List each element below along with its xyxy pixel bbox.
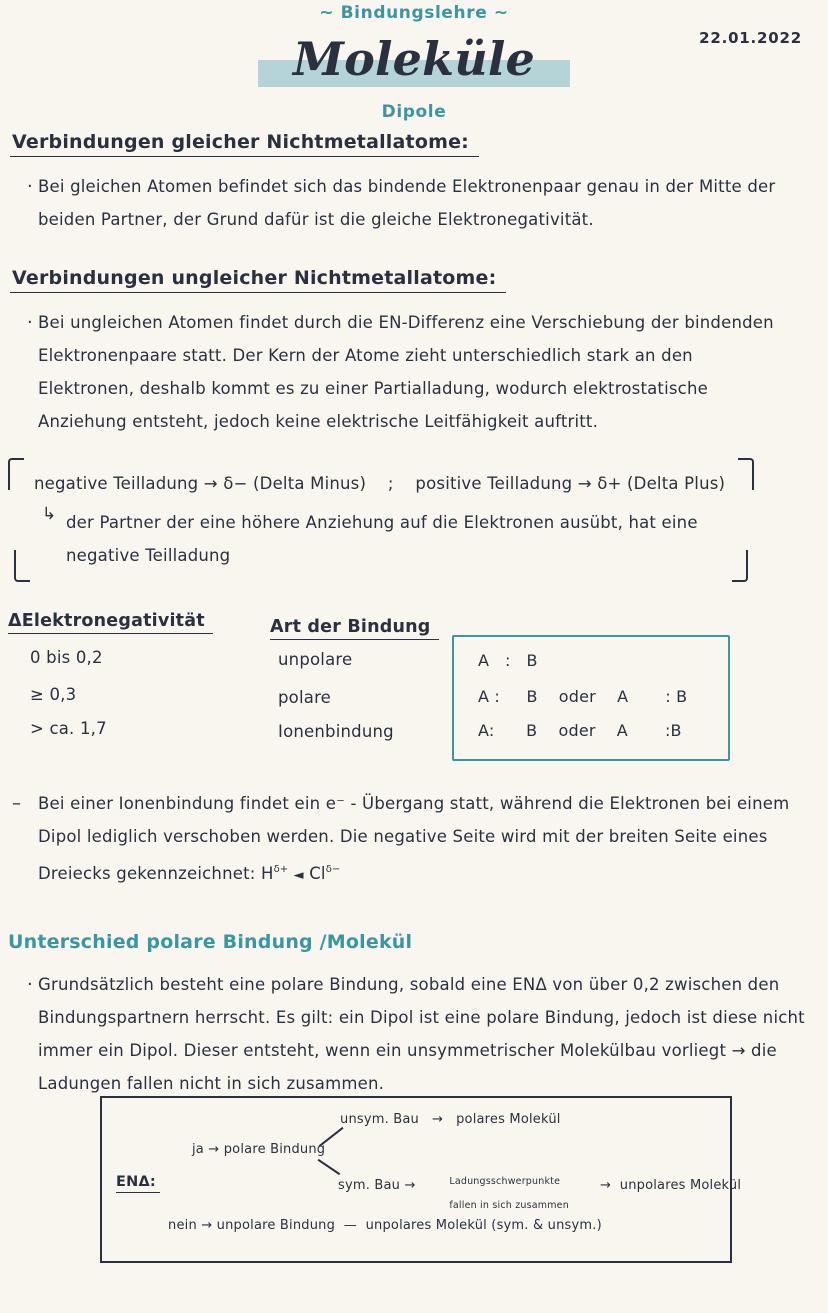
flow-sym-note	[430, 1164, 569, 1224]
flow-sym-note-line2: fallen in sich zusammen	[449, 1200, 569, 1211]
bracket-corner-top-right	[738, 458, 754, 490]
flow-label-en-delta: ENΔ:	[116, 1174, 160, 1193]
section-heading-equal-atoms: Verbindungen gleicher Nichtmetallatome:	[10, 131, 479, 157]
paragraph-unequal-atoms: Bei ungleichen Atomen findet durch die EN-Differenz eine Verschiebung der bindenden Elektronenpaare statt. Der Kern der Atome zieht unterschiedlich stark an den Elektronen, deshalb kommt es zu einer Partialladung, wodurch elektrostatische Anziehung entsteht, jedoch keine elektrische Leitfähigkeit auftritt.	[38, 313, 774, 431]
electron-pair-row-ionic: A: B oder A :B	[478, 721, 682, 740]
title-block	[0, 30, 828, 102]
electron-pair-row-polar: A : B oder A : B	[478, 687, 688, 706]
course-note: ~ Bindungslehre ~	[319, 3, 509, 23]
bracket-corner-top-left	[8, 458, 24, 490]
table-cell-en-range: ≥ 0,3	[30, 685, 77, 704]
formula-cl: Cl	[309, 864, 326, 883]
flow-sym-result: → unpolares Molekül	[600, 1178, 742, 1193]
formula-h: H	[260, 864, 274, 883]
table-cell-bond-type: Ionenbindung	[278, 722, 394, 741]
bracket-corner-bottom-left	[14, 550, 30, 582]
table-cell-en-range: 0 bis 0,2	[30, 648, 103, 667]
ionic-note-text: Bei einer Ionenbindung findet ein e⁻ - Übergang statt, während die Elektronen bei einem Dipol lediglich verschoben werden. Die negative Seite wird mit der breiten Seite eines Dreiecks gekennzeichnet:	[38, 794, 790, 883]
flow-sym-note-line1: Ladungsschwerpunkte	[449, 1176, 561, 1187]
table-header-bond-type: Art der Bindung	[270, 617, 439, 640]
table-header-electronegativity: ΔElektronegativität	[8, 611, 213, 634]
bullet-dot: ·	[27, 312, 33, 333]
table-cell-bond-type: polare	[278, 688, 332, 707]
flow-ja-branch: ja → polare Bindung	[192, 1142, 326, 1157]
table-cell-en-range: > ca. 1,7	[30, 719, 107, 738]
dash-bullet: –	[12, 793, 22, 814]
bullet-dot: ·	[27, 974, 33, 995]
page-title: Moleküle	[293, 32, 535, 86]
flow-sym-branch: sym. Bau →	[338, 1178, 416, 1193]
partial-charge-note	[8, 458, 754, 582]
dipole-triangle-icon: ◄	[293, 868, 304, 883]
dipole-formula	[261, 864, 340, 883]
formula-delta-minus: δ−	[325, 864, 341, 875]
electron-pair-row-unpolar: A : B	[478, 651, 538, 670]
paragraph-ionic-vs-dipole	[38, 787, 796, 892]
paragraph-difference: Grundsätzlich besteht eine polare Bindung, sobald eine ENΔ von über 0,2 zwischen den Bindungspartnern herrscht. Es gilt: ein Dipol ist eine polare Bindung, jedoch ist diese nicht immer ein Dipol. Dieser entsteht, wenn ein unsymmetrischer Molekülbau vorliegt → die Ladungen fallen nicht in sich zusammen.	[38, 975, 805, 1093]
date: 22.01.2022	[699, 29, 802, 47]
en-delta-flowchart	[100, 1096, 742, 1263]
bullet-dot: ·	[27, 176, 33, 197]
paragraph-equal-atoms: Bei gleichen Atomen befindet sich das bindende Elektronenpaar genau in der Mitte der beiden Partner, der Grund dafür ist die gleiche Elektronegativität.	[38, 177, 776, 229]
electron-pair-diagram-box	[452, 635, 730, 761]
flow-nein-branch: nein → unpolare Bindung — unpolares Molekül (sym. & unsym.)	[168, 1218, 602, 1233]
table-cell-bond-type: unpolare	[278, 650, 353, 669]
section-heading-unequal-atoms: Verbindungen ungleicher Nichtmetallatome:	[10, 267, 506, 293]
charge-explanation: der Partner der eine höhere Anziehung auf die Elektronen ausübt, hat eine negative Teilladung	[66, 513, 698, 565]
flow-unsym-branch: unsym. Bau → polares Molekül	[340, 1112, 561, 1127]
charge-definitions: negative Teilladung → δ− (Delta Minus) ; positive Teilladung → δ+ (Delta Plus)	[34, 474, 726, 493]
bracket-corner-bottom-right	[732, 550, 748, 582]
formula-delta-plus: δ+	[273, 864, 289, 875]
section-heading-difference: Unterschied polare Bindung /Molekül	[8, 931, 413, 953]
hook-arrow-icon: ↳	[42, 504, 57, 524]
page-subtitle: Dipole	[381, 102, 447, 122]
connector-line	[318, 1159, 340, 1175]
